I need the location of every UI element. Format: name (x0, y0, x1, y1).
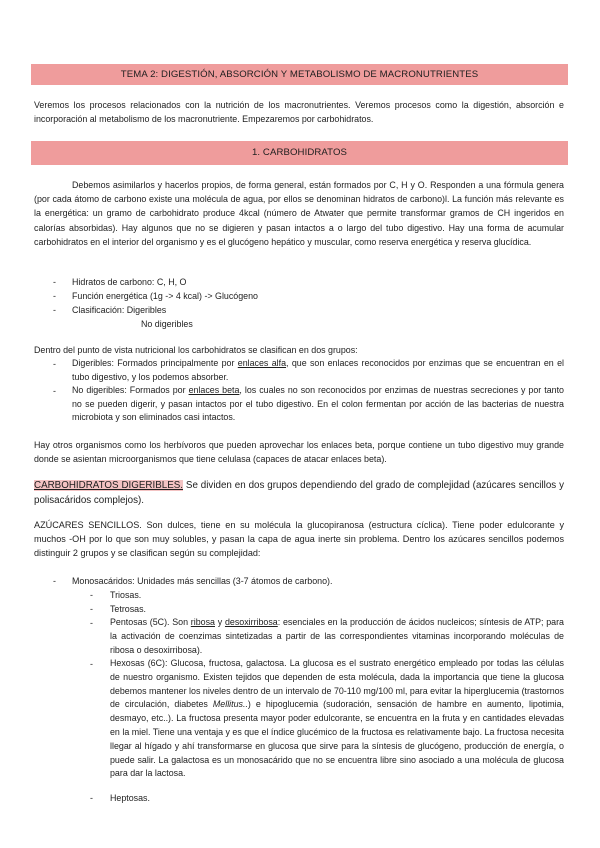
list-bullet: - (53, 305, 56, 315)
list-bullet: - (53, 291, 56, 301)
pentoses-item: Pentosas (5C). Son ribosa y desoxirribosa: esenciales en la producción de ácidos nucleicos; síntesis de ATP; para la activación de coenzimas sintetizadas a partir de las correspondientes vitaminas incorporando moléculas de ribosa o desoxirribosa). (110, 617, 564, 655)
hexoses-item: Hexosas (6C): Glucosa, fructosa, galactosa. La glucosa es el sustrato energético empleado por todas las células de nuestro organismo. Existen tejidos que dependen de esta molécula, dada la importancia que tiene la glucosa debemos mantener los niveles dentro de un intervalo de 70-110 mg/100 ml, para evitar la hiperglucemia (trastornos de circulación, diabetes Mellitus..) e hipoglucemia (sudoración, sensación de hambre en aumento, lipotimia, desmayo, etc..). La fructosa presenta mayor poder edulcorante, se encuentra en la fruta y en cantidades elevadas en la miel. Tiene una ventaja y es que el índice glucémico de la fructosa es relativamente bajo. La fructosa necesita llegar al hígado y ahí transformarse en glucosa que sirve para la síntesis de glucógeno, producción de energía, o puede salir. La galactosa es un monosacárido que no se encuentra libre sino asociado a una molécula de glucosa para dar la lactosa. (110, 658, 565, 779)
sublist-bullet: - (90, 604, 93, 614)
herbivores-paragraph: Hay otros organismos como los herbívoros que pueden aprovechar los enlaces beta, porque contiene un tubo digestivo muy grande donde se asientan microorganismos que tiene celulasa (capaces de atacar enlaces beta). (34, 440, 564, 465)
list-item: Clasificación: Digeribles (72, 305, 167, 315)
sublist-bullet: - (90, 793, 93, 803)
digestible-item: Digeribles: Formados principalmente por enlaces alfa, que son enlaces reconocidos por enzimas que se encuentran en el tubo digestivo, y los podemos absorber. (72, 358, 564, 382)
list-bullet: - (53, 576, 56, 586)
sublist-bullet: - (90, 659, 93, 669)
list-item: Función energética (1g -> 4 kcal) -> Glucógeno (72, 291, 258, 301)
carbohydrates-paragraph: Debemos asimilarlos y hacerlos propios, de forma general, están formados por C, H y O. Responden a una fórmula genera (por cada átomo de carbono existe una molécula de agua, por ellos se denominan hidratos de carbono)l. La función más relevante es la energética: un gramo de carbohidrato produce 4kcal (número de Atwater que permite transformar gramos de CH ingeridos en calorías absorbidas). Hay algunos que no se digieren y pasan intactos a o largo del tubo digestivo. Hay una forma de acumular carbohidratos en el interior del organismo y es el glucógeno hepático y muscular, como reserva energética y reserva glucídica. (34, 180, 564, 247)
mellitus-term: Mellitus.. (212, 699, 248, 710)
list-subitem: No digeribles (141, 319, 193, 329)
page-title: TEMA 2: DIGESTIÓN, ABSORCIÓN Y METABOLISMO DE MACRONUTRIENTES (120, 69, 479, 80)
alpha-bonds-term: enlaces alfa (237, 358, 287, 368)
section-band (31, 141, 568, 165)
list-bullet: - (53, 277, 56, 287)
list-bullet: - (53, 386, 56, 396)
ribose-term: ribosa (190, 617, 215, 627)
non-digestible-item: No digeribles: Formados por enlaces beta, los cuales no son reconocidos por enzimas de nuestras secreciones y por tanto no se pueden digerir, y pasan intactos por el tubo digestivo. En el colon fermentan por acción de las bacterias de nuestra microbiota y son eliminados casi intactos. (72, 385, 564, 422)
sublist-bullet: - (90, 590, 93, 600)
list-item: Hidratos de carbono: C, H, O (72, 277, 187, 287)
classification-intro: Dentro del punto de vista nutricional los carbohidratos se clasifican en dos grupos: (34, 345, 358, 355)
digestible-carbs-paragraph: CARBOHIDRATOS DIGERIBLES. Se dividen en dos grupos dependiendo del grado de complejidad (azúcares sencillos y polisacáridos complejos). (34, 480, 564, 506)
sublist-bullet: - (90, 618, 93, 628)
tetroses-item: Tetrosas. (110, 604, 147, 614)
digestible-carbs-heading: CARBOHIDRATOS DIGERIBLES. (34, 480, 183, 491)
beta-bonds-term: enlaces beta (188, 385, 240, 395)
intro-paragraph: Veremos los procesos relacionados con la nutrición de los macronutrientes. Veremos procesos como la digestión, absorción e incorporación al metabolismo de los macronutriente. Empezaremos por carbohidratos. (34, 100, 564, 125)
section-heading: 1. CARBOHIDRATOS (251, 147, 348, 158)
list-bullet: - (53, 359, 56, 369)
deoxyribose-term: desoxirribosa (224, 617, 278, 627)
simple-sugars-paragraph: AZÚCARES SENCILLOS. Son dulces, tiene en su molécula la glucopiranosa (estructura cíclica). Tiene poder edulcorante y muchos -OH por lo que son muy solubles, y pasan la capa de agua inerte sin problema. Dentro los azúcares sencillos podemos distinguir 2 grupos y se clasifican según su complejidad: (34, 520, 564, 559)
title-band (31, 64, 568, 85)
monosaccharides-item: Monosacáridos: Unidades más sencillas (3-7 átomos de carbono). (72, 576, 333, 586)
trioses-item: Triosas. (110, 590, 142, 600)
heptoses-item: Heptosas. (110, 793, 150, 803)
